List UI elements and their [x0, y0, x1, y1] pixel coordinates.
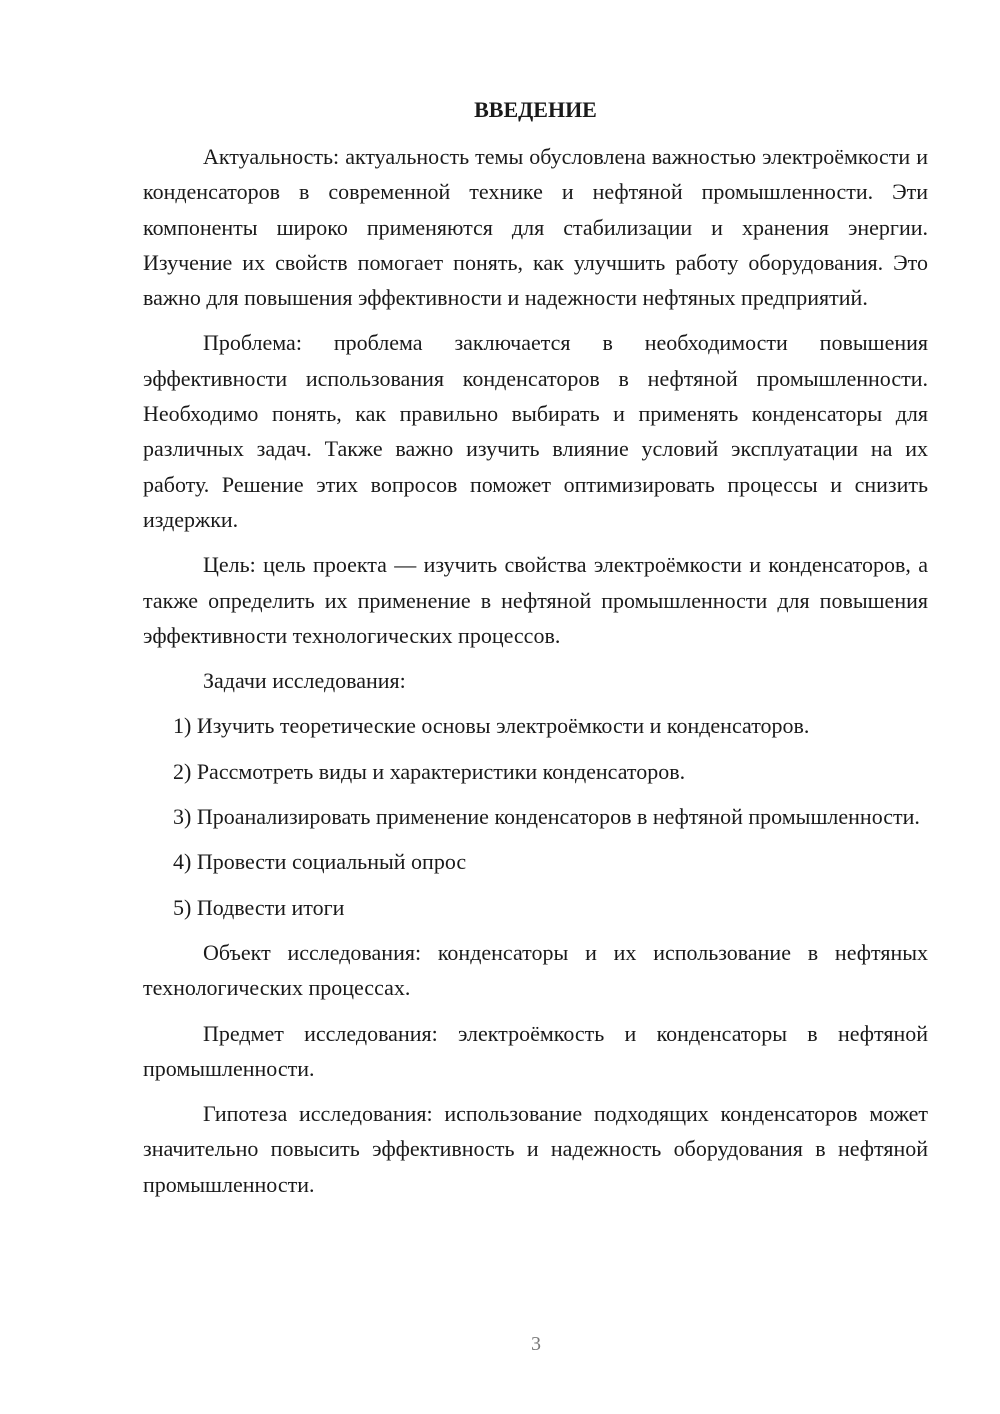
task-item-4: 4) Провести социальный опрос	[173, 849, 467, 875]
object-paragraph: Объект исследования: конденсаторы и их использование в нефтяных технологических процессах.	[143, 939, 928, 1001]
tasks-heading: Задачи исследования:	[203, 668, 406, 694]
title-block	[143, 92, 928, 127]
task-item-1: 1) Изучить теоретические основы электроёмкости и конденсаторов.	[173, 713, 810, 739]
task-item-3: 3) Проанализировать применение конденсаторов в нефтяной промышленности.	[173, 804, 920, 830]
relevance-paragraph: Актуальность: актуальность темы обусловлена важностью электроёмкости и конденсаторов в современной технике и нефтяной промышленности. Эти компоненты широко применяются для стабилизации и хранения энергии. Изучение их свойств помогает понять, как улучшить работу оборудования. Это важно для повышения эффективности и надежности нефтяных предприятий.	[143, 144, 928, 311]
problem-paragraph: Проблема: проблема заключается в необходимости повышения эффективности использования конденсаторов в нефтяной промышленности. Необходимо понять, как правильно выбирать и применять конденсаторы для различных задач. Также важно изучить влияние условий эксплуатации на их работу. Решение этих вопросов поможет оптимизировать процессы и снизить издержки.	[143, 330, 928, 532]
subject-paragraph: Предмет исследования: электроёмкость и конденсаторы в нефтяной промышленности.	[143, 1020, 928, 1081]
document-page	[143, 92, 928, 1212]
page-number: 3	[531, 1333, 541, 1355]
task-item-5: 5) Подвести итоги	[173, 894, 345, 920]
goal-paragraph: Цель: цель проекта — изучить свойства электроёмкости и конденсаторов, а также определить их применение в нефтяной промышленности для повышения эффективности технологических процессов.	[143, 552, 928, 648]
task-item-2: 2) Рассмотреть виды и характеристики конденсаторов.	[173, 758, 686, 784]
page-title: ВВЕДЕНИЕ	[474, 97, 597, 122]
hypothesis-paragraph: Гипотеза исследования: использование подходящих конденсаторов может значительно повысить эффективность и надежность оборудования в нефтяной промышленности.	[143, 1101, 928, 1197]
